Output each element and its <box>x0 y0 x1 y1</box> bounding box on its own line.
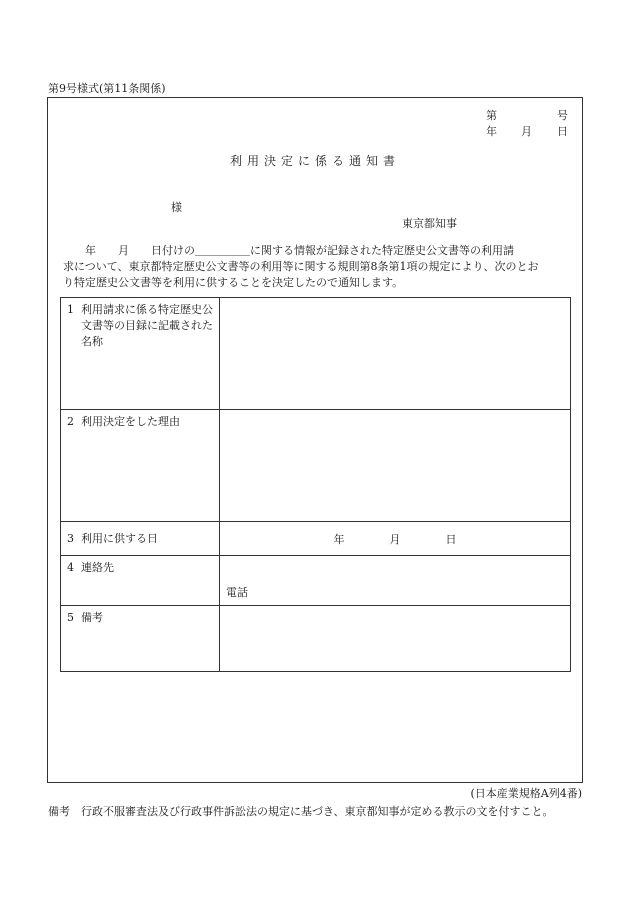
table-row <box>61 522 571 556</box>
document-name-cell[interactable] <box>220 298 571 410</box>
row-label-text: 利用に供する日 <box>81 531 158 545</box>
row-number: 5 <box>67 611 74 624</box>
body-line-1: 年 月 日付けの＿＿＿＿＿に関する情報が記録された特定歴史公文書等の利用請 <box>63 244 514 257</box>
header-month: 月 <box>521 125 532 138</box>
row-label <box>61 410 220 522</box>
notes-cell[interactable] <box>220 606 571 672</box>
body-paragraph <box>63 243 539 291</box>
row-label <box>61 298 220 410</box>
row-label <box>61 606 220 672</box>
body-line-2: 求について、東京都特定歴史公文書等の利用等に関する規則第8条第1項の規定により、次のとお <box>63 260 539 273</box>
row-label <box>61 556 220 606</box>
table-row <box>61 298 571 410</box>
row-number: 4 <box>67 561 74 574</box>
remark-note: 備考 行政不服審査法及び行政事件訴訟法の規定に基づき、東京都知事が定める教示の文を付すこと。 <box>48 805 554 818</box>
decision-table <box>60 297 571 672</box>
addressee: 様 <box>171 201 182 214</box>
row-number: 1 <box>67 303 74 316</box>
issuer: 東京都知事 <box>402 217 457 230</box>
decision-reason-cell[interactable] <box>220 410 571 522</box>
table-row <box>61 606 571 672</box>
contact-cell[interactable] <box>220 556 571 606</box>
usage-date-year: 年 <box>333 532 345 546</box>
document-number-suffix: 号 <box>557 109 568 122</box>
body-line-3: り特定歴史公文書等を利用に供することを決定したので通知します。 <box>63 276 404 289</box>
row-number: 2 <box>67 415 74 428</box>
document-number-prefix: 第 <box>486 109 497 122</box>
row-label <box>61 522 220 556</box>
row-number: 3 <box>67 531 74 545</box>
usage-date-day: 日 <box>445 532 457 546</box>
usage-date-month: 月 <box>389 532 401 546</box>
form-number: 第9号様式(第11条関係) <box>48 82 166 95</box>
header-year: 年 <box>486 125 497 138</box>
row-label-text: 利用請求に係る特定歴史公文書等の目録に記載された名称 <box>81 303 213 348</box>
phone-label: 電話 <box>226 586 248 599</box>
row-label-text: 利用決定をした理由 <box>81 415 180 428</box>
document-title: 利用決定に係る通知書 <box>229 154 400 168</box>
table-row <box>61 410 571 522</box>
row-label-text: 備考 <box>81 611 103 624</box>
row-label-text: 連絡先 <box>81 561 114 574</box>
paper-size-note: (日本産業規格A列4番) <box>470 787 582 800</box>
header-day: 日 <box>557 125 568 138</box>
table-row <box>61 556 571 606</box>
usage-date-cell[interactable] <box>220 522 571 556</box>
